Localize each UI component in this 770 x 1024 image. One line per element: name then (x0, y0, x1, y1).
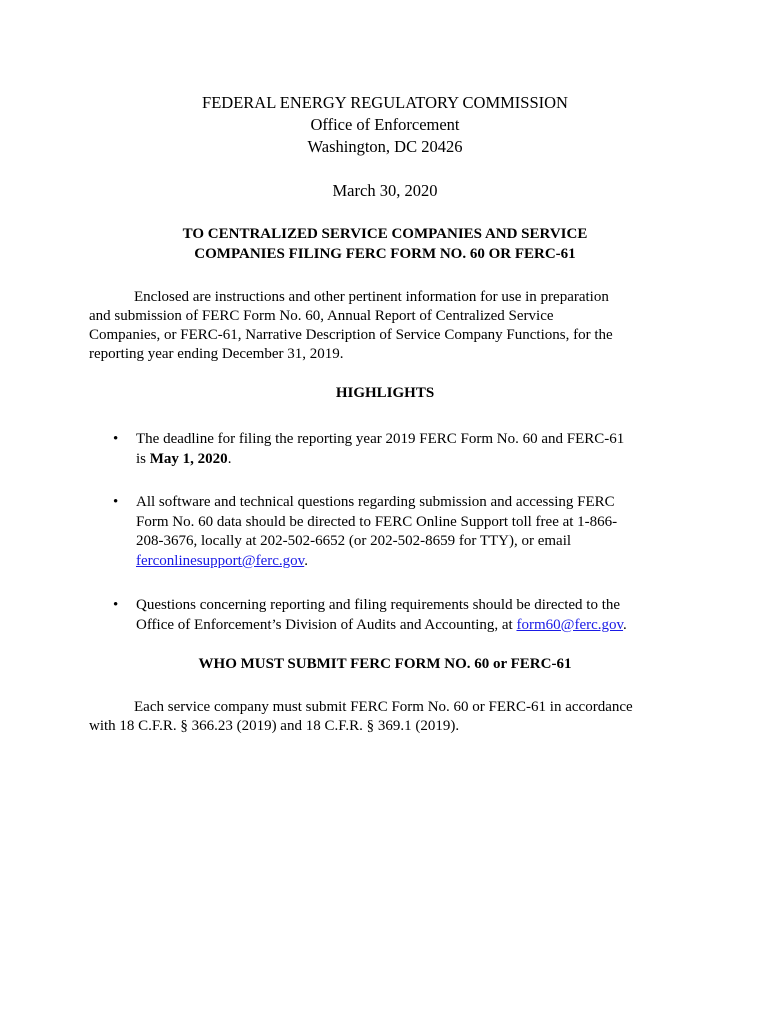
addressee-line-2: COMPANIES FILING FERC FORM NO. 60 OR FERC-61 (194, 246, 576, 262)
intro-line-2: and submission of FERC Form No. 60, Annual Report of Centralized Service (89, 308, 554, 324)
who-line-1: Each service company must submit FERC Form No. 60 or FERC-61 in accordance (134, 699, 633, 715)
support-line-1: All software and technical questions regarding submission and accessing FERC (136, 494, 615, 510)
support-suffix: . (304, 552, 308, 569)
intro-paragraph (89, 288, 689, 364)
bullet-dot: • (113, 494, 119, 510)
questions-line-2 (136, 616, 681, 636)
letterhead (0, 92, 770, 158)
who-must-submit-heading: WHO MUST SUBMIT FERC FORM NO. 60 or FERC-61 (198, 656, 572, 672)
who-must-submit-paragraph (89, 698, 689, 736)
bullet-dot: • (113, 597, 119, 613)
addressee (0, 224, 770, 264)
questions-suffix: . (623, 616, 627, 633)
questions-line-1: Questions concerning reporting and filing requirements should be directed to the (136, 597, 621, 613)
support-line-2: Form No. 60 data should be directed to FERC Online Support toll free at 1-866- (136, 513, 618, 530)
office-location: Washington, DC 20426 (307, 137, 463, 156)
letter-date: March 30, 2020 (332, 181, 438, 200)
intro-line-1: Enclosed are instructions and other pertinent information for use in preparation (134, 289, 609, 305)
intro-line-4: reporting year ending December 31, 2019. (89, 346, 344, 362)
agency-name: FEDERAL ENERGY REGULATORY COMMISSION (202, 93, 568, 112)
questions-prefix: Office of Enforcement’s Division of Audits and Accounting, at (136, 616, 517, 633)
intro-line-3: Companies, or FERC-61, Narrative Description of Service Company Functions, for the (89, 327, 613, 343)
deadline-line-2 (136, 450, 681, 470)
deadline-prefix: is (136, 450, 150, 467)
highlights-heading: HIGHLIGHTS (335, 385, 435, 401)
deadline-line-1: The deadline for filing the reporting year 2019 FERC Form No. 60 and FERC-61 (136, 431, 625, 447)
deadline-suffix: . (227, 450, 232, 467)
form60-email-link[interactable]: form60@ferc.gov (516, 616, 624, 633)
who-line-2: with 18 C.F.R. § 366.23 (2019) and 18 C.F.R. § 369.1 (2019). (89, 718, 460, 734)
support-email-link[interactable]: ferconlinesupport@ferc.gov (136, 552, 305, 569)
support-line-4 (136, 552, 681, 572)
deadline-date: May 1, 2020 (149, 450, 228, 467)
support-line-3: 208-3676, locally at 202-502-6652 (or 202-502-8659 for TTY), or email (136, 533, 572, 549)
addressee-line-1: TO CENTRALIZED SERVICE COMPANIES AND SERVICE (182, 226, 588, 242)
bullet-dot: • (113, 431, 119, 447)
office-name: Office of Enforcement (310, 115, 460, 134)
